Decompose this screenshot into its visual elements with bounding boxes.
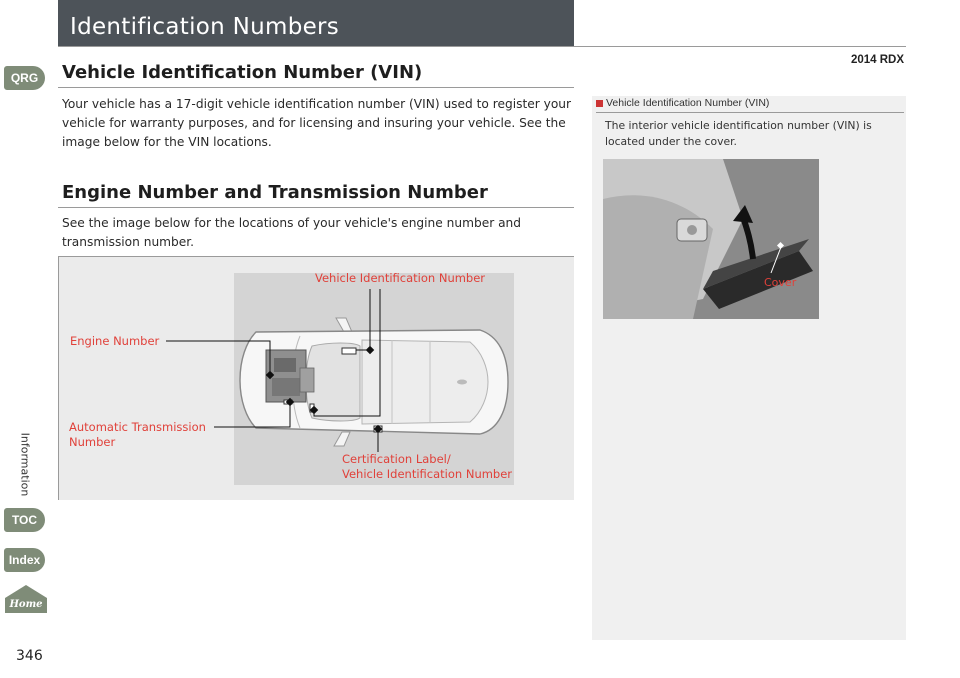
qrg-button[interactable]: QRG xyxy=(4,66,45,90)
model-label: 2014 RDX xyxy=(850,54,904,66)
vin-cover-photo xyxy=(603,159,819,319)
callout-certification-line1: Certification Label/ xyxy=(342,452,451,466)
sidebar-rule xyxy=(596,112,904,113)
vin-heading: Vehicle Identification Number (VIN) xyxy=(62,62,423,83)
callout-engine-number: Engine Number xyxy=(70,334,160,348)
engine-heading: Engine Number and Transmission Number xyxy=(62,182,488,203)
sidebar-heading xyxy=(596,97,769,109)
vin-body-text: Your vehicle has a 17-digit vehicle identification number (VIN) used to register your vehicle for warranty purposes, and for licensing and insuring your vehicle. See the image below for the VIN locations. xyxy=(62,97,572,149)
index-button[interactable]: Index xyxy=(4,548,45,572)
callout-cover: Cover xyxy=(764,276,797,289)
vin-cover-illustration xyxy=(603,159,819,319)
sidebar-text: The interior vehicle identification number (VIN) is located under the cover. xyxy=(605,119,872,148)
callout-vin: Vehicle Identification Number xyxy=(315,271,486,285)
reference-marker-icon xyxy=(596,100,603,107)
toc-button[interactable]: TOC xyxy=(4,508,45,532)
section-label: Information xyxy=(18,432,32,497)
home-label: Home xyxy=(9,599,43,610)
callout-certification-line2: Vehicle Identification Number xyxy=(342,467,513,481)
page-title: Identification Numbers xyxy=(70,14,340,40)
page-number: 346 xyxy=(16,648,43,664)
sidebar-heading-text: Vehicle Identification Number (VIN) xyxy=(606,97,770,109)
engine-body-text: See the image below for the locations of your vehicle's engine number and transmission number. xyxy=(62,216,522,249)
callout-transmission-line1: Automatic Transmission xyxy=(69,420,206,434)
callout-transmission-line2: Number xyxy=(69,435,116,449)
